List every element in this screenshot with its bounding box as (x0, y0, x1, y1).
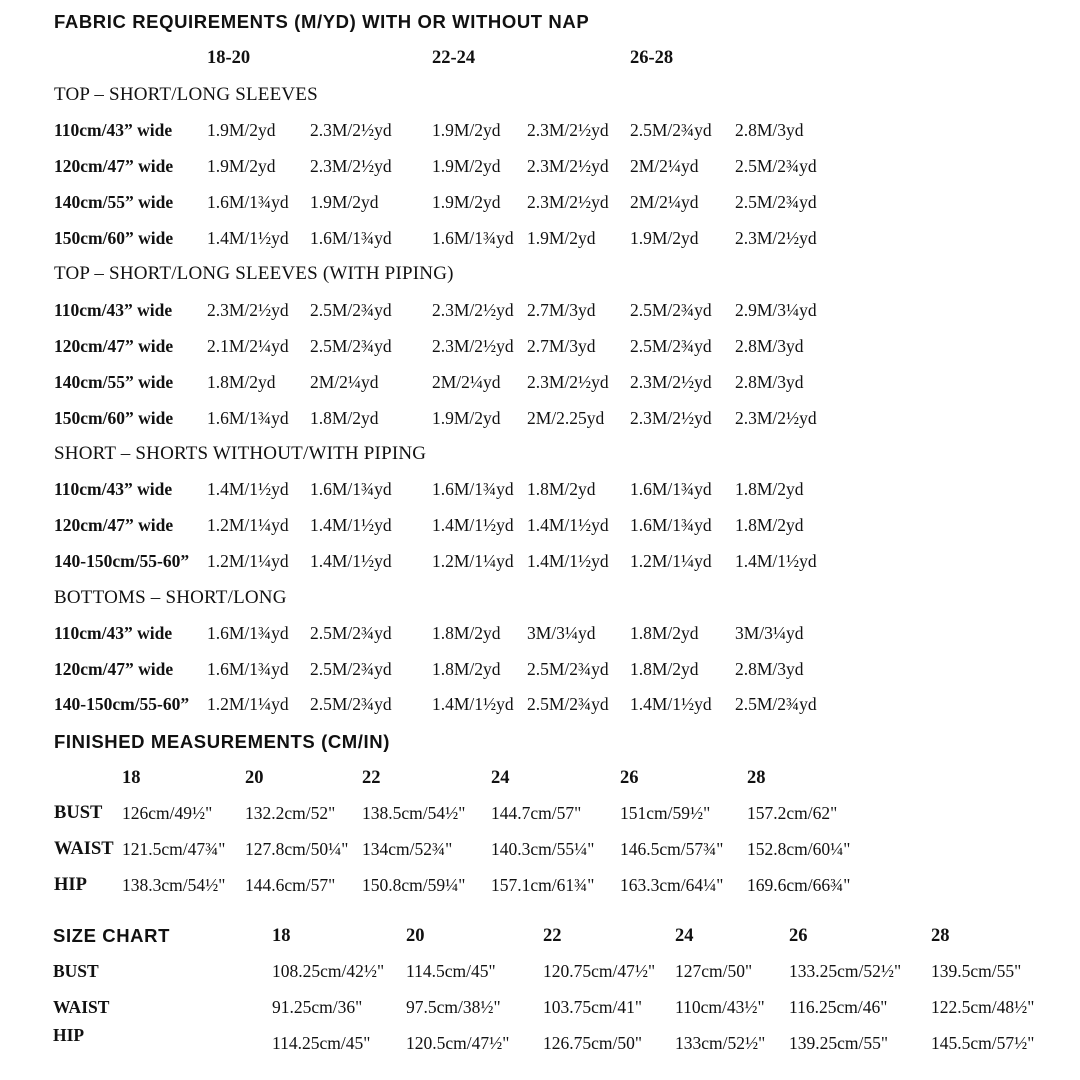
table-cell: 169.6cm/66¾" (747, 875, 851, 895)
row-label: 120cm/47” wide (54, 515, 174, 535)
table-cell: 2.3M/2½yd (630, 372, 712, 392)
table-cell: 2.3M/2½yd (527, 156, 609, 176)
fabric-row (0, 694, 1080, 720)
table-cell: 2.5M/2¾yd (310, 659, 392, 679)
table-cell: 1.8M/2yd (735, 479, 804, 499)
row-label: BUST (53, 961, 99, 981)
fabric-row (0, 192, 1080, 218)
size-chart-row-waist (0, 997, 1080, 1023)
table-cell: 1.4M/1½yd (527, 515, 609, 535)
table-cell: 2.3M/2½yd (207, 300, 289, 320)
table-cell: 1.6M/1¾yd (207, 192, 289, 212)
fabric-requirements-heading: FABRIC REQUIREMENTS (M/YD) WITH OR WITHOUT NAP (54, 11, 590, 32)
table-cell: 1.8M/2yd (310, 408, 379, 428)
table-cell: 2.5M/2¾yd (630, 300, 712, 320)
row-label: 140cm/55” wide (54, 372, 174, 392)
table-cell: 2.3M/2½yd (735, 408, 817, 428)
table-cell: 1.6M/1¾yd (207, 623, 289, 643)
table-cell: 1.4M/1½yd (310, 515, 392, 535)
table-cell: 2.3M/2½yd (310, 120, 392, 140)
table-cell: 1.6M/1¾yd (310, 228, 392, 248)
size-chart-heading: SIZE CHART (53, 925, 170, 946)
section-title-shorts-piping: SHORT – SHORTS WITHOUT/WITH PIPING (54, 443, 427, 464)
row-label: 140cm/55” wide (54, 192, 174, 212)
table-cell: 1.9M/2yd (432, 120, 501, 140)
finished-size-28: 28 (747, 768, 766, 788)
table-cell: 1.6M/1¾yd (630, 515, 712, 535)
finished-size-20: 20 (245, 768, 264, 788)
row-label: WAIST (54, 839, 114, 859)
size-chart-row-bust (0, 961, 1080, 987)
section-title-bottoms: BOTTOMS – SHORT/LONG (54, 587, 287, 608)
table-cell: 1.6M/1¾yd (310, 479, 392, 499)
row-label: 140-150cm/55-60” (54, 694, 190, 714)
table-cell: 1.4M/1½yd (735, 551, 817, 571)
table-cell: 2.3M/2½yd (432, 300, 514, 320)
row-label: BUST (54, 803, 103, 823)
table-cell: 1.9M/2yd (207, 120, 276, 140)
table-cell: 2M/2¼yd (310, 372, 379, 392)
table-cell: 1.4M/1½yd (630, 694, 712, 714)
chart-size-28: 28 (931, 926, 950, 946)
row-label: 120cm/47” wide (54, 336, 174, 356)
table-cell: 140.3cm/55¼" (491, 839, 595, 859)
size-group-26-28: 26-28 (630, 48, 674, 68)
table-cell: 2.7M/3yd (527, 336, 596, 356)
table-cell: 2M/2¼yd (432, 372, 501, 392)
chart-size-18: 18 (272, 926, 291, 946)
table-cell: 120.5cm/47½" (406, 1033, 510, 1053)
table-cell: 1.6M/1¾yd (630, 479, 712, 499)
table-cell: 1.8M/2yd (432, 623, 501, 643)
table-cell: 1.8M/2yd (630, 623, 699, 643)
table-cell: 120.75cm/47½" (543, 961, 656, 981)
table-cell: 2M/2.25yd (527, 408, 605, 428)
fabric-row (0, 479, 1080, 505)
table-cell: 1.8M/2yd (735, 515, 804, 535)
row-label: 120cm/47” wide (54, 156, 174, 176)
table-cell: 2.5M/2¾yd (735, 694, 817, 714)
fabric-row (0, 623, 1080, 649)
table-cell: 2.5M/2¾yd (630, 336, 712, 356)
finished-row-hip (0, 875, 1080, 901)
table-cell: 2.8M/3yd (735, 659, 804, 679)
finished-row-waist (0, 839, 1080, 865)
table-cell: 3M/3¼yd (527, 623, 596, 643)
table-cell: 121.5cm/47¾" (122, 839, 226, 859)
row-label: HIP (53, 1025, 85, 1045)
table-cell: 1.9M/2yd (207, 156, 276, 176)
fabric-row (0, 408, 1080, 434)
table-cell: 1.4M/1½yd (432, 515, 514, 535)
table-cell: 1.2M/1¼yd (207, 515, 289, 535)
row-label: 150cm/60” wide (54, 228, 174, 248)
table-cell: 110cm/43½" (675, 997, 765, 1017)
table-cell: 2.3M/2½yd (735, 228, 817, 248)
table-cell: 116.25cm/46" (789, 997, 888, 1017)
table-cell: 134cm/52¾" (362, 839, 453, 859)
fabric-row (0, 659, 1080, 685)
table-cell: 1.9M/2yd (630, 228, 699, 248)
table-cell: 146.5cm/57¾" (620, 839, 724, 859)
table-cell: 1.2M/1¼yd (207, 551, 289, 571)
finished-size-18: 18 (122, 768, 141, 788)
table-cell: 150.8cm/59¼" (362, 875, 466, 895)
row-label: WAIST (53, 997, 110, 1017)
table-cell: 114.25cm/45" (272, 1033, 371, 1053)
fabric-row (0, 336, 1080, 362)
table-cell: 103.75cm/41" (543, 997, 643, 1017)
table-cell: 2.3M/2½yd (310, 156, 392, 176)
table-cell: 2M/2¼yd (630, 192, 699, 212)
table-cell: 2.8M/3yd (735, 120, 804, 140)
table-cell: 144.7cm/57" (491, 803, 582, 823)
table-cell: 133cm/52½" (675, 1033, 766, 1053)
table-cell: 1.2M/1¼yd (207, 694, 289, 714)
table-cell: 144.6cm/57" (245, 875, 336, 895)
table-cell: 2.5M/2¾yd (527, 694, 609, 714)
table-cell: 152.8cm/60¼" (747, 839, 851, 859)
table-cell: 97.5cm/38½" (406, 997, 501, 1017)
table-cell: 1.9M/2yd (432, 192, 501, 212)
table-cell: 157.2cm/62" (747, 803, 838, 823)
table-cell: 1.9M/2yd (432, 408, 501, 428)
size-chart-row-hip (0, 1025, 1080, 1059)
finished-measurements-heading: FINISHED MEASUREMENTS (CM/IN) (54, 731, 391, 752)
fabric-row (0, 156, 1080, 182)
table-cell: 163.3cm/64¼" (620, 875, 724, 895)
table-cell: 126cm/49½" (122, 803, 213, 823)
table-cell: 1.4M/1½yd (310, 551, 392, 571)
table-cell: 2.5M/2¾yd (735, 192, 817, 212)
fabric-row (0, 228, 1080, 254)
table-cell: 108.25cm/42½" (272, 961, 385, 981)
table-cell: 1.6M/1¾yd (432, 228, 514, 248)
table-cell: 2.7M/3yd (527, 300, 596, 320)
table-cell: 2.5M/2¾yd (310, 623, 392, 643)
table-cell: 2.3M/2½yd (630, 408, 712, 428)
table-cell: 2.5M/2¾yd (735, 156, 817, 176)
table-cell: 2.1M/2¼yd (207, 336, 289, 356)
finished-size-24: 24 (491, 768, 510, 788)
table-cell: 2.5M/2¾yd (527, 659, 609, 679)
table-cell: 3M/3¼yd (735, 623, 804, 643)
table-cell: 1.8M/2yd (207, 372, 276, 392)
table-cell: 2.5M/2¾yd (630, 120, 712, 140)
table-cell: 127.8cm/50¼" (245, 839, 349, 859)
table-cell: 1.6M/1¾yd (432, 479, 514, 499)
row-label: 150cm/60” wide (54, 408, 174, 428)
table-cell: 1.4M/1½yd (527, 551, 609, 571)
fabric-row (0, 120, 1080, 146)
table-cell: 138.5cm/54½" (362, 803, 466, 823)
table-cell: 1.9M/2yd (310, 192, 379, 212)
finished-row-bust (0, 803, 1080, 829)
size-group-18-20: 18-20 (207, 48, 251, 68)
table-cell: 2.5M/2¾yd (310, 694, 392, 714)
chart-size-22: 22 (543, 926, 562, 946)
chart-size-24: 24 (675, 926, 694, 946)
table-cell: 1.6M/1¾yd (207, 659, 289, 679)
table-cell: 2.3M/2½yd (527, 192, 609, 212)
table-cell: 139.5cm/55" (931, 961, 1022, 981)
table-cell: 151cm/59½" (620, 803, 711, 823)
table-cell: 91.25cm/36" (272, 997, 363, 1017)
table-cell: 1.6M/1¾yd (207, 408, 289, 428)
table-cell: 114.5cm/45" (406, 961, 496, 981)
size-group-22-24: 22-24 (432, 48, 476, 68)
chart-size-20: 20 (406, 926, 425, 946)
table-cell: 1.8M/2yd (432, 659, 501, 679)
table-cell: 133.25cm/52½" (789, 961, 902, 981)
table-cell: 157.1cm/61¾" (491, 875, 595, 895)
row-label: 110cm/43” wide (54, 120, 173, 140)
row-label: 120cm/47” wide (54, 659, 174, 679)
table-cell: 2.3M/2½yd (527, 372, 609, 392)
fabric-row (0, 551, 1080, 577)
table-cell: 132.2cm/52" (245, 803, 336, 823)
table-cell: 2.8M/3yd (735, 336, 804, 356)
table-cell: 1.4M/1½yd (207, 228, 289, 248)
row-label: 140-150cm/55-60” (54, 551, 190, 571)
finished-size-22: 22 (362, 768, 381, 788)
table-cell: 1.8M/2yd (527, 479, 596, 499)
table-cell: 2.5M/2¾yd (310, 300, 392, 320)
table-cell: 2M/2¼yd (630, 156, 699, 176)
table-cell: 138.3cm/54½" (122, 875, 226, 895)
table-cell: 1.9M/2yd (527, 228, 596, 248)
table-cell: 2.9M/3¼yd (735, 300, 817, 320)
finished-size-26: 26 (620, 768, 639, 788)
table-cell: 1.4M/1½yd (207, 479, 289, 499)
table-cell: 1.8M/2yd (630, 659, 699, 679)
fabric-row (0, 372, 1080, 398)
row-label: 110cm/43” wide (54, 479, 173, 499)
table-cell: 1.4M/1½yd (432, 694, 514, 714)
table-cell: 127cm/50" (675, 961, 753, 981)
table-cell: 2.3M/2½yd (432, 336, 514, 356)
table-cell: 1.2M/1¼yd (630, 551, 712, 571)
table-cell: 2.3M/2½yd (527, 120, 609, 140)
section-title-top-sleeves: TOP – SHORT/LONG SLEEVES (54, 84, 318, 105)
table-cell: 139.25cm/55" (789, 1033, 889, 1053)
chart-size-26: 26 (789, 926, 808, 946)
section-title-top-sleeves-piping: TOP – SHORT/LONG SLEEVES (WITH PIPING) (54, 263, 454, 284)
table-cell: 1.2M/1¼yd (432, 551, 514, 571)
fabric-row (0, 515, 1080, 541)
table-cell: 2.8M/3yd (735, 372, 804, 392)
table-cell: 2.5M/2¾yd (310, 336, 392, 356)
fabric-row (0, 300, 1080, 326)
row-label: 110cm/43” wide (54, 623, 173, 643)
table-cell: 126.75cm/50" (543, 1033, 643, 1053)
table-cell: 145.5cm/57½" (931, 1033, 1035, 1053)
row-label: HIP (54, 875, 87, 895)
row-label: 110cm/43” wide (54, 300, 173, 320)
table-cell: 1.9M/2yd (432, 156, 501, 176)
table-cell: 122.5cm/48½" (931, 997, 1035, 1017)
